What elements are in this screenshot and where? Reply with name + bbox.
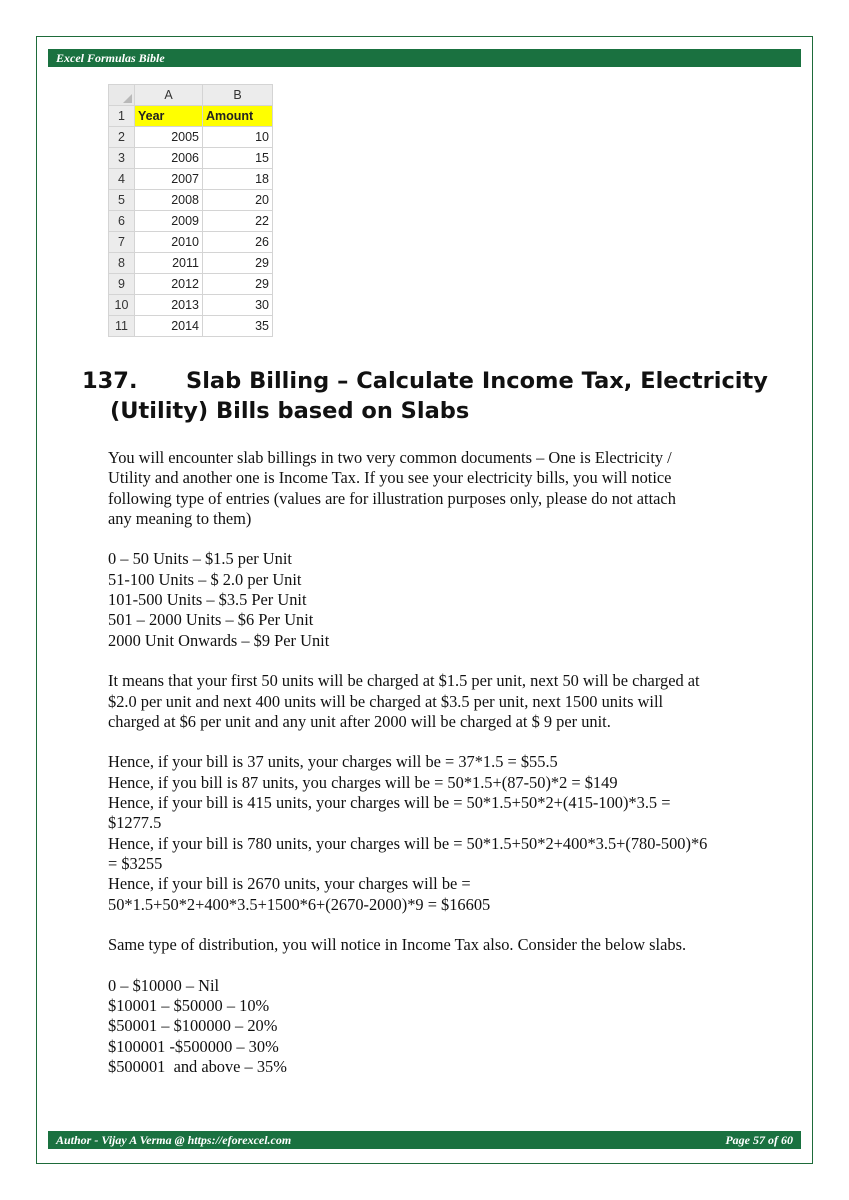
title-word: – (337, 368, 349, 394)
year-cell: 2014 (135, 316, 203, 337)
amount-cell: 35 (203, 316, 273, 337)
row-header: 2 (109, 127, 135, 148)
title-word: Tax, (581, 368, 633, 394)
tax-slab-line: 0 – $10000 – Nil (108, 975, 220, 995)
table-row (109, 274, 273, 295)
header-cell-year: Year (135, 106, 203, 127)
column-header-row (109, 85, 273, 106)
table-row (109, 169, 273, 190)
tax-slab-line: $10001 – $50000 – 10% (108, 996, 270, 1016)
intro-line: following type of entries (values are for illustration purposes only, please do not attach (108, 488, 676, 508)
table-row (109, 211, 273, 232)
year-cell: 2013 (135, 295, 203, 316)
intro-line: any meaning to them) (108, 508, 252, 528)
example-line: $1277.5 (108, 813, 162, 833)
row-header: 7 (109, 232, 135, 253)
slab-line: 51-100 Units – $ 2.0 per Unit (108, 569, 302, 589)
year-cell: 2008 (135, 190, 203, 211)
year-cell: 2005 (135, 127, 203, 148)
table-row (109, 253, 273, 274)
tax-slab-line: $50001 – $100000 – 20% (108, 1016, 278, 1036)
example-line: Hence, if your bill is 780 units, your charges will be = 50*1.5+50*2+400*3.5+(780-500)*6 (108, 833, 708, 853)
row-header: 1 (109, 106, 135, 127)
title-word: Income (481, 368, 574, 394)
footer-page-number: Page 57 of 60 (725, 1133, 793, 1147)
row-header: 3 (109, 148, 135, 169)
amount-cell: 15 (203, 148, 273, 169)
example-line: Hence, if your bill is 2670 units, your charges will be = (108, 874, 471, 894)
tax-slab-line: $500001 and above – 35% (108, 1056, 287, 1076)
table-row (109, 232, 273, 253)
table-row (109, 106, 273, 127)
spreadsheet-table (108, 84, 273, 337)
tax-slab-line: $100001 -$500000 – 30% (108, 1036, 279, 1056)
header-cell-amount: Amount (203, 106, 273, 127)
example-line: Hence, if your bill is 37 units, your charges will be = 37*1.5 = $55.5 (108, 752, 558, 772)
section-number: 137. (82, 368, 138, 394)
amount-cell: 22 (203, 211, 273, 232)
amount-cell: 26 (203, 232, 273, 253)
amount-cell: 20 (203, 190, 273, 211)
section-heading-line1 (82, 366, 768, 396)
title-word: Electricity (640, 368, 768, 394)
title-word: Slab (186, 368, 242, 394)
spreadsheet-image (108, 84, 272, 345)
row-header: 8 (109, 253, 135, 274)
row-header: 6 (109, 211, 135, 232)
table-row (109, 148, 273, 169)
amount-cell: 29 (203, 274, 273, 295)
header-band (48, 49, 801, 67)
amount-cell: 10 (203, 127, 273, 148)
amount-cell: 18 (203, 169, 273, 190)
intro-line: You will encounter slab billings in two very common documents – One is Electricity / (108, 448, 672, 467)
select-all-corner (109, 85, 135, 106)
slab-line: 2000 Unit Onwards – $9 Per Unit (108, 630, 330, 650)
table-row (109, 127, 273, 148)
year-cell: 2006 (135, 148, 203, 169)
slab-line: 501 – 2000 Units – $6 Per Unit (108, 610, 314, 630)
body-text (108, 448, 768, 1077)
year-cell: 2007 (135, 169, 203, 190)
column-header-a: A (135, 85, 203, 106)
slab-line: 0 – 50 Units – $1.5 per Unit (108, 549, 292, 569)
header-title: Excel Formulas Bible (56, 51, 165, 65)
table-row (109, 316, 273, 337)
row-header: 10 (109, 295, 135, 316)
section-heading (82, 366, 768, 426)
table-row (109, 295, 273, 316)
year-cell: 2012 (135, 274, 203, 295)
intro-line: Utility and another one is Income Tax. If you see your electricity bills, you will notice (108, 468, 672, 488)
income-tax-intro: Same type of distribution, you will notice in Income Tax also. Consider the below slabs. (108, 935, 687, 955)
footer-author: Author - Vijay A Verma @ https://eforexcel.com (56, 1133, 292, 1147)
section-title-line1 (186, 366, 768, 396)
example-line: Hence, if you bill is 87 units, you charges will be = 50*1.5+(87-50)*2 = $149 (108, 772, 618, 792)
row-header: 4 (109, 169, 135, 190)
column-header-b: B (203, 85, 273, 106)
explanation-line: It means that your first 50 units will be charged at $1.5 per unit, next 50 will be charged at (108, 671, 700, 691)
amount-cell: 30 (203, 295, 273, 316)
slab-line: 101-500 Units – $3.5 Per Unit (108, 590, 307, 610)
year-cell: 2011 (135, 253, 203, 274)
explanation-line: $2.0 per unit and next 400 units will be charged at $3.5 per unit, next 1500 units will (108, 691, 664, 711)
title-word: Billing (249, 368, 330, 394)
year-cell: 2010 (135, 232, 203, 253)
row-header: 5 (109, 190, 135, 211)
section-title-line2: (Utility) Bills based on Slabs (110, 398, 470, 424)
row-header: 9 (109, 274, 135, 295)
explanation-line: charged at $6 per unit and any unit after 2000 will be charged at $ 9 per unit. (108, 711, 611, 731)
example-line: Hence, if your bill is 415 units, your charges will be = 50*1.5+50*2+(415-100)*3.5 = (108, 793, 671, 813)
year-cell: 2009 (135, 211, 203, 232)
footer-band (48, 1131, 801, 1149)
title-word: Calculate (356, 368, 474, 394)
amount-cell: 29 (203, 253, 273, 274)
example-line: = $3255 (108, 853, 163, 873)
table-row (109, 190, 273, 211)
example-line: 50*1.5+50*2+400*3.5+1500*6+(2670-2000)*9 = $16605 (108, 894, 491, 914)
row-header: 11 (109, 316, 135, 337)
